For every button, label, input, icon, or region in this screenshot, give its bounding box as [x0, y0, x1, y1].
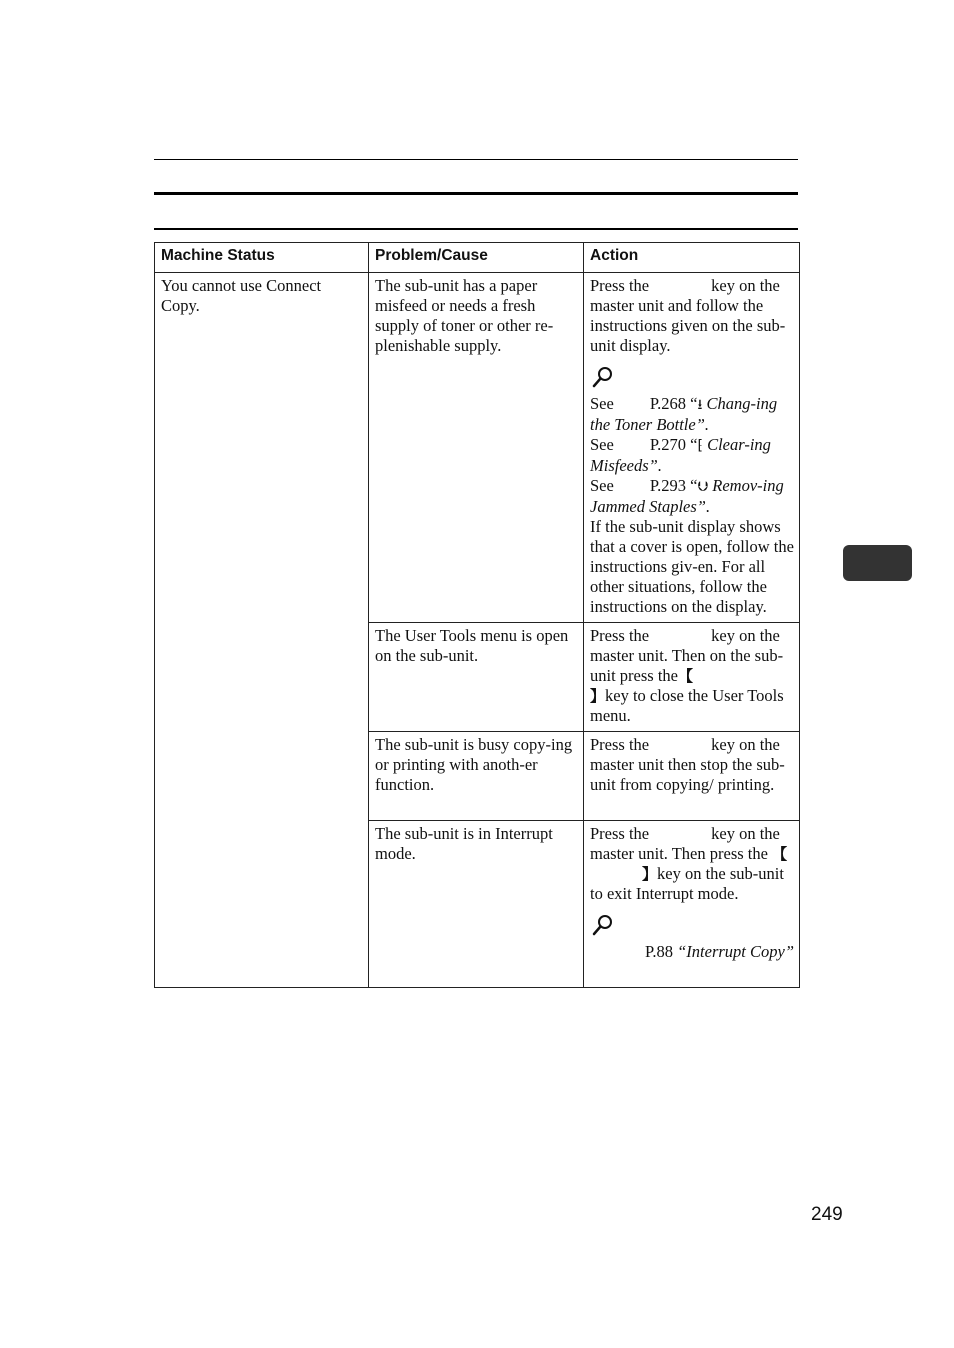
troubleshooting-table [154, 242, 800, 988]
action-text: Press the key on the master unit. Then press the 【】key on the sub-unit to exit Interrupt mode. [590, 824, 788, 903]
staple-icon: ⮋ [697, 479, 709, 495]
reference-magnifier-icon [592, 366, 614, 388]
problem-text: The sub-unit is in Interrupt mode. [375, 824, 553, 863]
action-cell [584, 623, 800, 732]
table-row [155, 273, 800, 623]
reference-magnifier-icon [592, 914, 614, 936]
toner-icon: ⭳ [697, 397, 703, 413]
reference-staples: See P.293 “⮋ Remov-ing Jammed Staples”. [590, 476, 784, 516]
header-rule-thick [154, 192, 798, 195]
table-header-row [155, 243, 800, 273]
problem-cell [369, 273, 584, 623]
action-cell [584, 821, 800, 988]
header-rule-bottom [154, 228, 798, 230]
header-action: Action [584, 243, 800, 273]
problem-text: The User Tools menu is open on the sub-unit. [375, 626, 569, 665]
problem-cell [369, 732, 584, 821]
reference-interrupt-copy: P.88 “Interrupt Copy” [645, 942, 794, 961]
header-rule-top [154, 159, 798, 160]
machine-status-text: You cannot use Connect Copy. [161, 276, 322, 315]
page-number: 249 [811, 1204, 843, 1225]
problem-cell [369, 623, 584, 732]
reference-toner: See P.268 “⭳ Chang-ing the Toner Bottle”. [590, 394, 778, 434]
action-text: Press the key on the master unit then stop the sub-unit from copying/ printing. [590, 735, 785, 794]
problem-cell [369, 821, 584, 988]
misfeed-icon: ⁅ [697, 438, 703, 454]
action-cell [584, 273, 800, 623]
chapter-tab-marker [843, 545, 912, 581]
problem-text: The sub-unit is busy copy-ing or printing with anoth-er function. [375, 735, 573, 794]
header-problem-cause: Problem/Cause [369, 243, 584, 273]
machine-status-cell [155, 273, 369, 988]
action-text: Press the key on the master unit and follow the instructions given on the sub-unit display. [590, 276, 786, 355]
action-after-text: If the sub-unit display shows that a cover is open, follow the instructions giv-en. For all other situations, follow the instructions on the display. [590, 517, 794, 616]
action-text: Press the key on the master unit. Then on the sub-unit press the【】key to close the User Tools menu. [590, 626, 784, 725]
reference-misfeeds: See P.270 “⁅ Clear-ing Misfeeds”. [590, 435, 771, 475]
action-cell [584, 732, 800, 821]
problem-text: The sub-unit has a paper misfeed or needs a fresh supply of toner or other re-plenishable supply. [375, 276, 554, 355]
header-machine-status: Machine Status [155, 243, 369, 273]
